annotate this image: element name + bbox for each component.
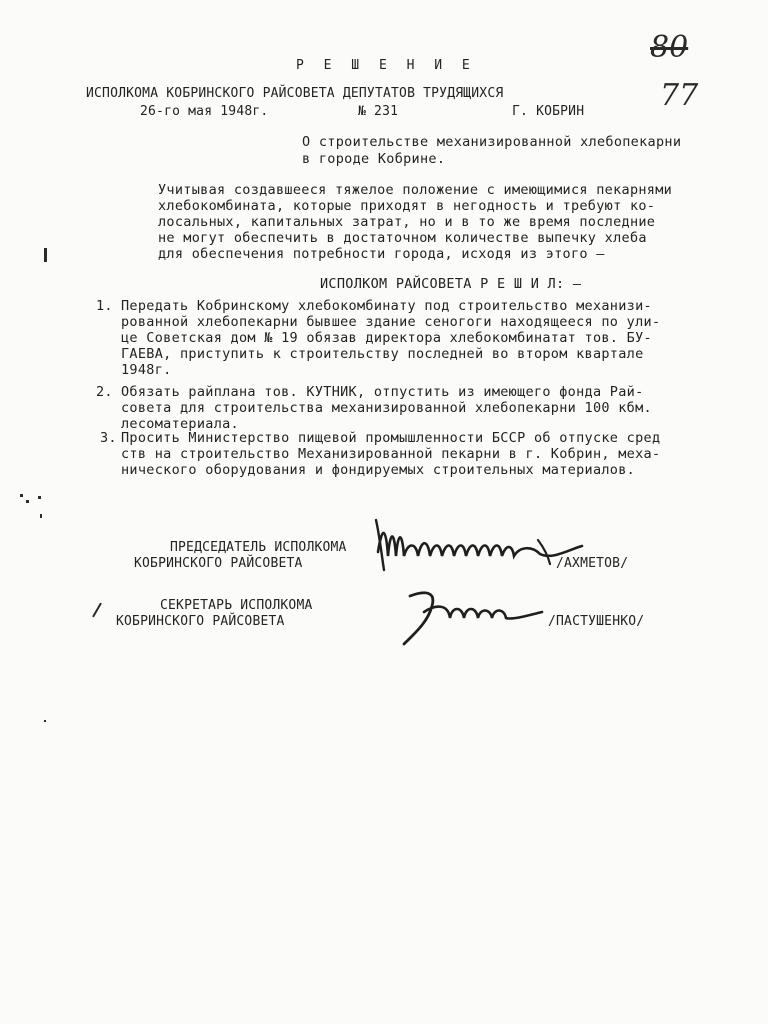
subject-line-2: в городе Кобрине. xyxy=(302,151,446,167)
item-1-line-2: рованной хлебопекарни бывшее здание сеногоги находящееся по ули- xyxy=(121,314,661,330)
secretary-title-line-2: КОБРИНСКОГО РАЙСОВЕТА xyxy=(116,614,285,629)
scan-speck xyxy=(26,500,29,503)
secretary-name: /ПАСТУШЕНКО/ xyxy=(548,614,645,629)
scan-speck xyxy=(38,496,41,499)
scan-speck xyxy=(92,603,102,618)
subject-line-1: О строительстве механизированной хлебопекарни xyxy=(302,134,682,150)
item-1-line-1: Передать Кобринскому хлебокомбинату под строительство механизи- xyxy=(121,298,652,314)
decision-date: 26-го мая 1948г. xyxy=(140,104,269,119)
chair-name: /АХМЕТОВ/ xyxy=(556,556,629,571)
secretary-title-line-1: СЕКРЕТАРЬ ИСПОЛКОМА xyxy=(160,598,313,613)
handwritten-page-number: 77 xyxy=(660,78,699,113)
decision-number: № 231 xyxy=(358,104,399,119)
item-2-line-1: Обязать райплана тов. КУТНИК, отпустить из имеющего фонда Рай- xyxy=(121,384,644,400)
item-1-line-5: 1948г. xyxy=(121,362,172,378)
item-1-number: 1. xyxy=(96,298,113,314)
preamble-line-4: не могут обеспечить в достаточном количестве выпечку хлеба xyxy=(158,230,647,246)
item-3-number: 3. xyxy=(100,430,117,446)
item-1-line-3: це Советская дом № 19 обязав директора хлебокомбинатат тов. БУ- xyxy=(121,330,652,346)
preamble-line-2: хлебокомбината, которые приходят в негодность и требуют ко- xyxy=(158,198,656,214)
scan-speck xyxy=(44,720,46,722)
scan-speck xyxy=(20,494,23,497)
scan-speck xyxy=(44,248,47,262)
secretary-handwritten-signature xyxy=(396,582,546,652)
item-2-line-3: лесоматериала. xyxy=(121,416,239,432)
chair-title-line-2: КОБРИНСКОГО РАЙСОВЕТА xyxy=(134,556,303,571)
handwritten-page-number-crossed: 80 xyxy=(650,30,689,65)
preamble-line-5: для обеспечения потребности города, исходя из этого – xyxy=(158,246,605,262)
item-3-line-3: нического оборудования и фондируемых строительных материалов. xyxy=(121,462,636,478)
preamble-line-1: Учитывая создавшееся тяжелое положение с имеющимися пекарнями xyxy=(158,182,673,198)
issuing-body-line: ИСПОЛКОМА КОБРИНСКОГО РАЙСОВЕТА ДЕПУТАТОВ ТРУДЯЩИХСЯ xyxy=(86,86,504,101)
scan-speck xyxy=(40,514,42,518)
document-title: Р Е Ш Е Н И Е xyxy=(296,58,476,73)
item-3-line-1: Просить Министерство пищевой промышленности БССР об отпуске сред xyxy=(121,430,661,446)
decision-place: Г. КОБРИН xyxy=(512,104,585,119)
preamble-line-3: лосальных, капитальных затрат, но и в то же время последние xyxy=(158,214,656,230)
item-1-line-4: ГАЕВА, приступить к строительству последней во втором квартале xyxy=(121,346,644,362)
decision-heading: ИСПОЛКОМ РАЙСОВЕТА Р Е Ш И Л: – xyxy=(320,276,582,292)
item-2-number: 2. xyxy=(96,384,113,400)
chair-title-line-1: ПРЕДСЕДАТЕЛЬ ИСПОЛКОМА xyxy=(170,540,347,555)
item-2-line-2: совета для строительства механизированной хлебопекарни 100 кбм. xyxy=(121,400,652,416)
item-3-line-2: ств на строительство Механизированной пекарни в г. Кобрин, меха- xyxy=(121,446,661,462)
